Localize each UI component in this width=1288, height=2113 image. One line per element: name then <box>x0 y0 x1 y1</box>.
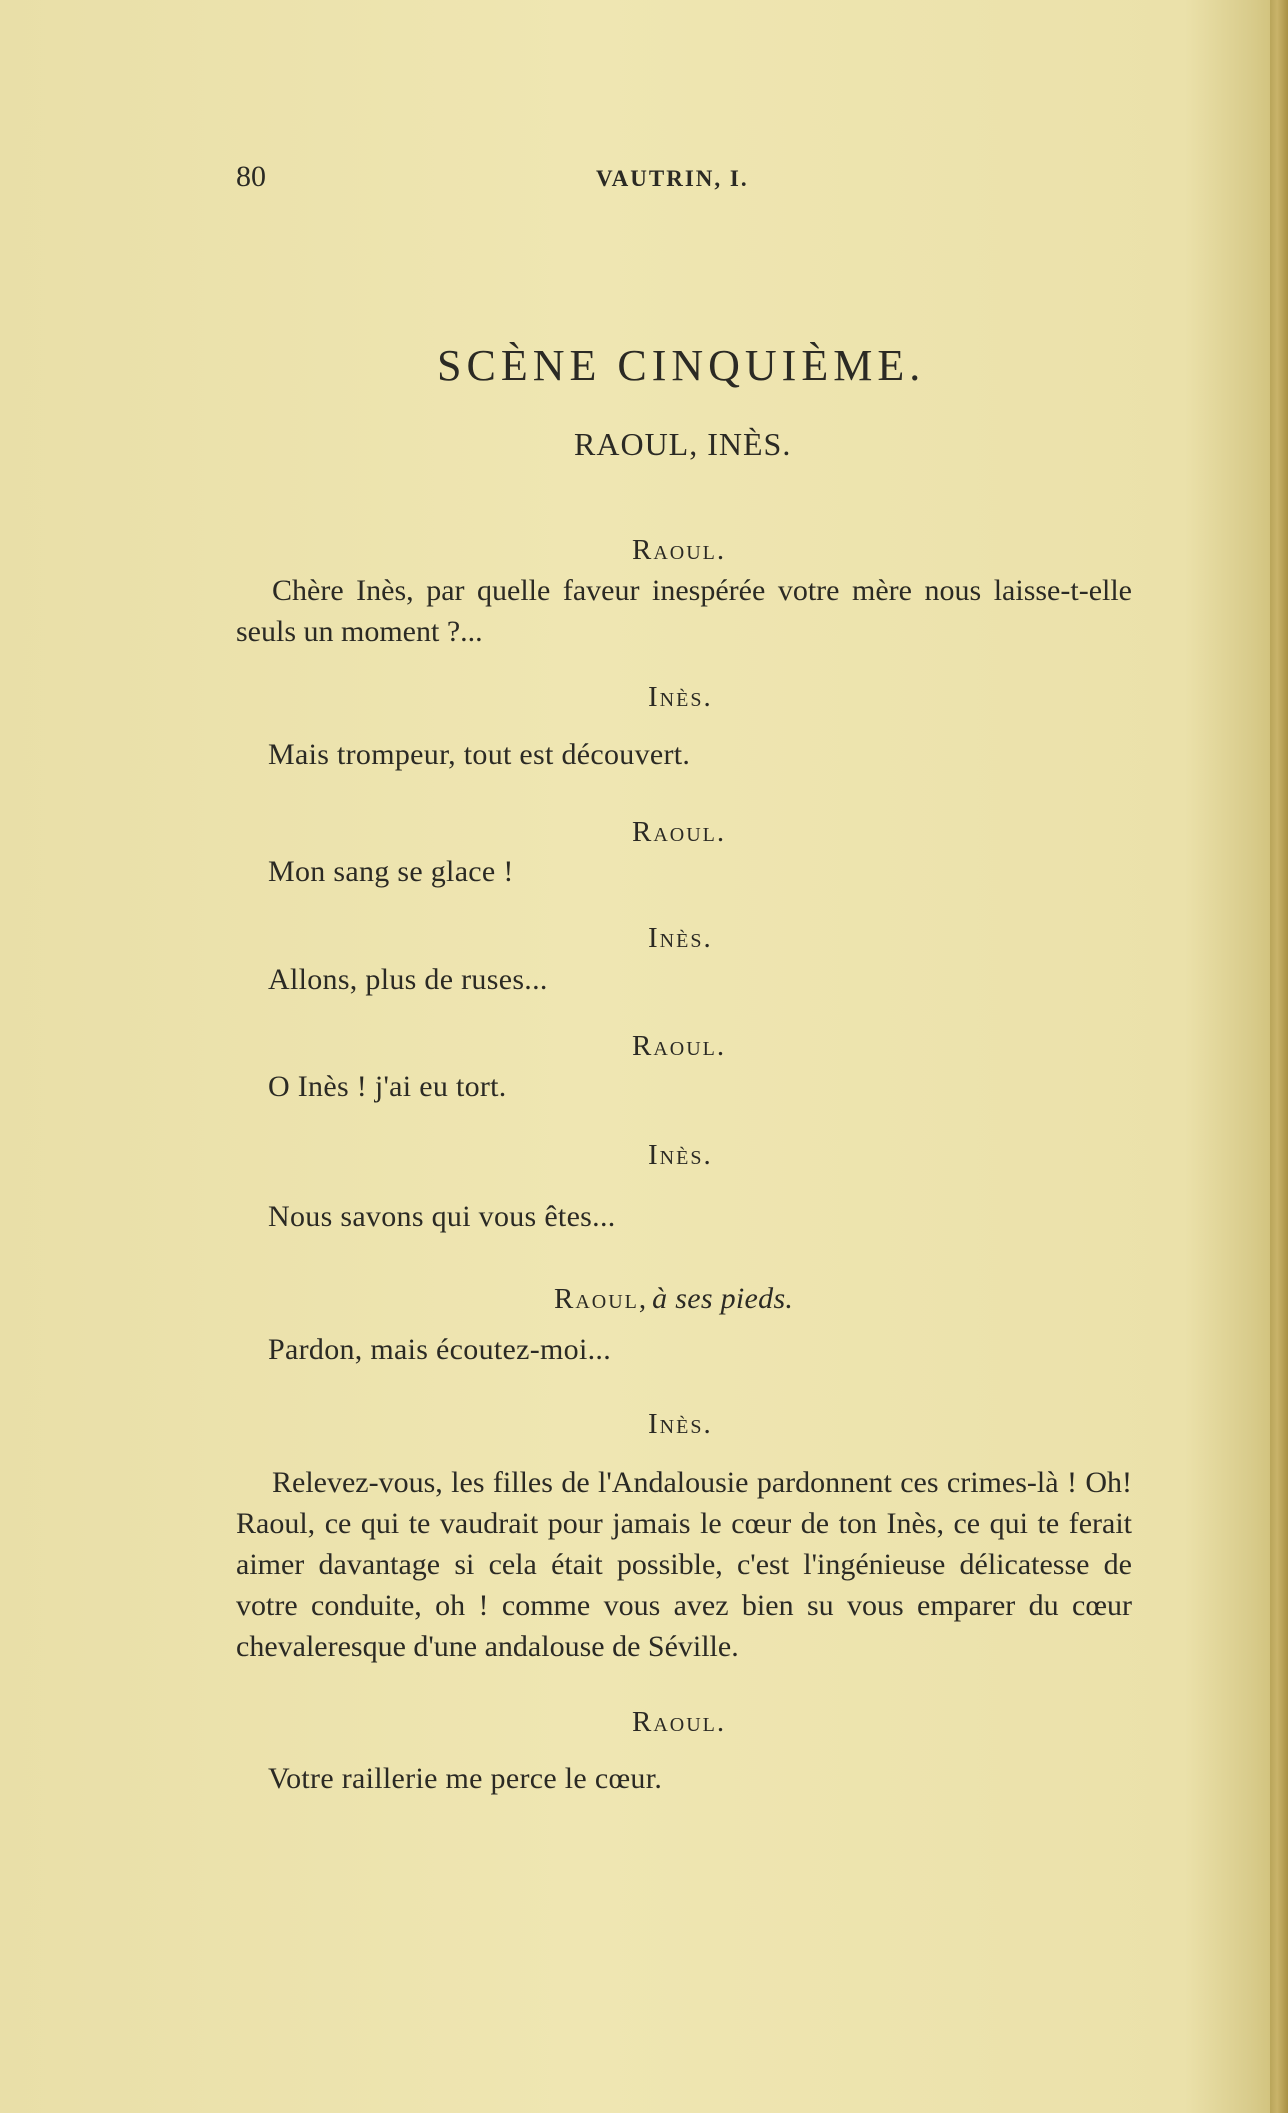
speaker-name: Raoul. <box>632 816 727 848</box>
speech-text-content: Chère Inès, par quelle faveur inespérée votre mère nous laisse-t-elle seuls un moment ?... <box>236 574 1132 648</box>
speaker-name: Inès. <box>648 1139 713 1171</box>
scene-characters: RAOUL, INÈS. <box>574 426 792 462</box>
speaker-name: Raoul. <box>632 534 727 566</box>
speech-text: Mon sang se glace ! <box>268 855 514 888</box>
speaker-name: Raoul. <box>632 1030 727 1062</box>
speech-text-content: Relevez-vous, les filles de l'Andalousie pardonnent ces crimes-là ! Oh! Raoul, ce qui te vaudrait pour jamais le cœur de ton Inès, ce qui te ferait aimer davantage si cela était possible, c'est l'ingénieuse délicatesse de votre conduite, oh ! comme vous avez bien su vous emparer du cœur chevaleresque d'une andalouse de Séville. <box>236 1466 1132 1663</box>
page-number: 80 <box>236 160 266 193</box>
speaker-name: Raoul, <box>554 1283 649 1315</box>
speech-text: Votre raillerie me perce le cœur. <box>268 1762 663 1795</box>
speech-text: Mais trompeur, tout est découvert. <box>268 738 691 771</box>
speech-text: Allons, plus de ruses... <box>268 963 548 996</box>
speaker-name: Inès. <box>648 922 713 954</box>
speaker-name: Inès. <box>648 681 713 713</box>
page-edge <box>1270 0 1288 2113</box>
speech-text: O Inès ! j'ai eu tort. <box>268 1070 507 1103</box>
speech-text: Pardon, mais écoutez-moi... <box>268 1333 612 1366</box>
speaker-name: Raoul. <box>632 1706 727 1738</box>
speech-text <box>236 1462 1132 1667</box>
stage-direction: à ses pieds. <box>652 1282 794 1315</box>
speech-text <box>236 570 1132 652</box>
scene-title: SCÈNE CINQUIÈME. <box>437 341 926 390</box>
speaker-name: Inès. <box>648 1408 713 1440</box>
running-title: VAUTRIN, I. <box>596 166 749 191</box>
speaker-heading <box>554 1282 793 1316</box>
speech-text: Nous savons qui vous êtes... <box>268 1200 616 1233</box>
